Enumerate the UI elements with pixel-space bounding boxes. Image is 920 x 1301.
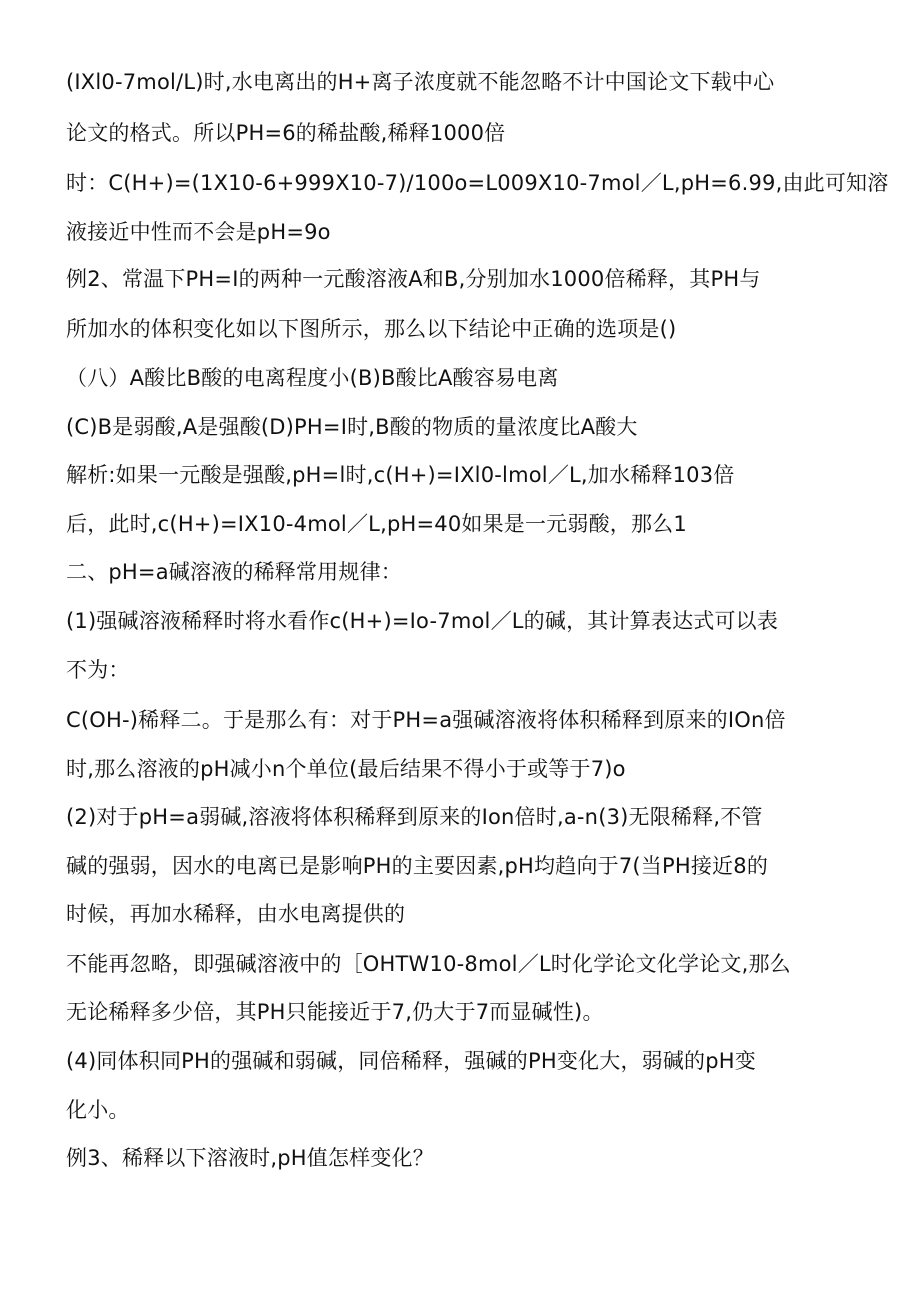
section-heading: 二、pH=a碱溶液的稀释常用规律： [66,560,402,584]
text-line: (1)强碱溶液稀释时将水看作c(H+)=Io-7mol／L的碱，其计算表达式可以表 [66,609,779,633]
text-line: C(OH-)稀释二。于是那么有：对于PH=a强碱溶液将体积稀释到原来的IOn倍 [66,708,786,732]
text-line: （八）A酸比B酸的电离程度小(B)B酸比A酸容易电离 [66,366,559,390]
text-line: 论文的格式。所以PH=6的稀盐酸,稀释1000倍 [66,121,506,145]
text-line: (IXl0-7mol/L)时,水电离出的H+离子浓度就不能忽略不计中国论文下载中心 [66,70,775,94]
text-line: 时,那么溶液的pH减小n个单位(最后结果不得小于或等于7)o [66,757,626,781]
text-line: 液接近中性而不会是pH=9o [66,220,331,244]
text-line: 后，此时,c(H+)=IX10-4mol／L,pH=40如果是一元弱酸，那么1 [66,512,687,536]
text-line: 化小。 [66,1098,130,1122]
text-line: 不为： [66,658,130,682]
text-line: 例2、常温下PH=I的两种一元酸溶液A和B,分别加水1000倍稀释，其PH与 [66,267,761,291]
text-line: 例3、稀释以下溶液时,pH值怎样变化？ [66,1146,434,1170]
text-line: 碱的强弱，因水的电离已是影响PH的主要因素,pH均趋向于7(当PH接近8的 [66,854,769,878]
text-line: (4)同体积同PH的强碱和弱碱，同倍稀释，强碱的PH变化大，弱碱的pH变 [66,1049,756,1073]
text-line: 时：C(H+)=(1X10-6+999X10-7)/100o=L009X10-7mol／L,pH=6.99,由此可知溶 [66,171,889,195]
text-line: 不能再忽略，即强碱溶液中的［OHTW10-8mol／L时化学论文化学论文,那么 [66,952,791,976]
text-line: 无论稀释多少倍，其PH只能接近于7,仍大于7而显碱性)。 [66,1000,604,1024]
text-line: 所加水的体积变化如以下图所示，那么以下结论中正确的选项是() [66,317,677,341]
text-line: 时候，再加水稀释，由水电离提供的 [66,902,406,926]
text-line: (C)B是弱酸,A是强酸(D)PH=I时,B酸的物质的量浓度比A酸大 [66,415,638,439]
text-line: 解析:如果一元酸是强酸,pH=l时,c(H+)=IXl0-lmol／L,加水稀释103倍 [66,463,735,487]
text-line: (2)对于pH=a弱碱,溶液将体积稀释到原来的Ion倍时,a-n(3)无限稀释,不管 [66,805,763,829]
